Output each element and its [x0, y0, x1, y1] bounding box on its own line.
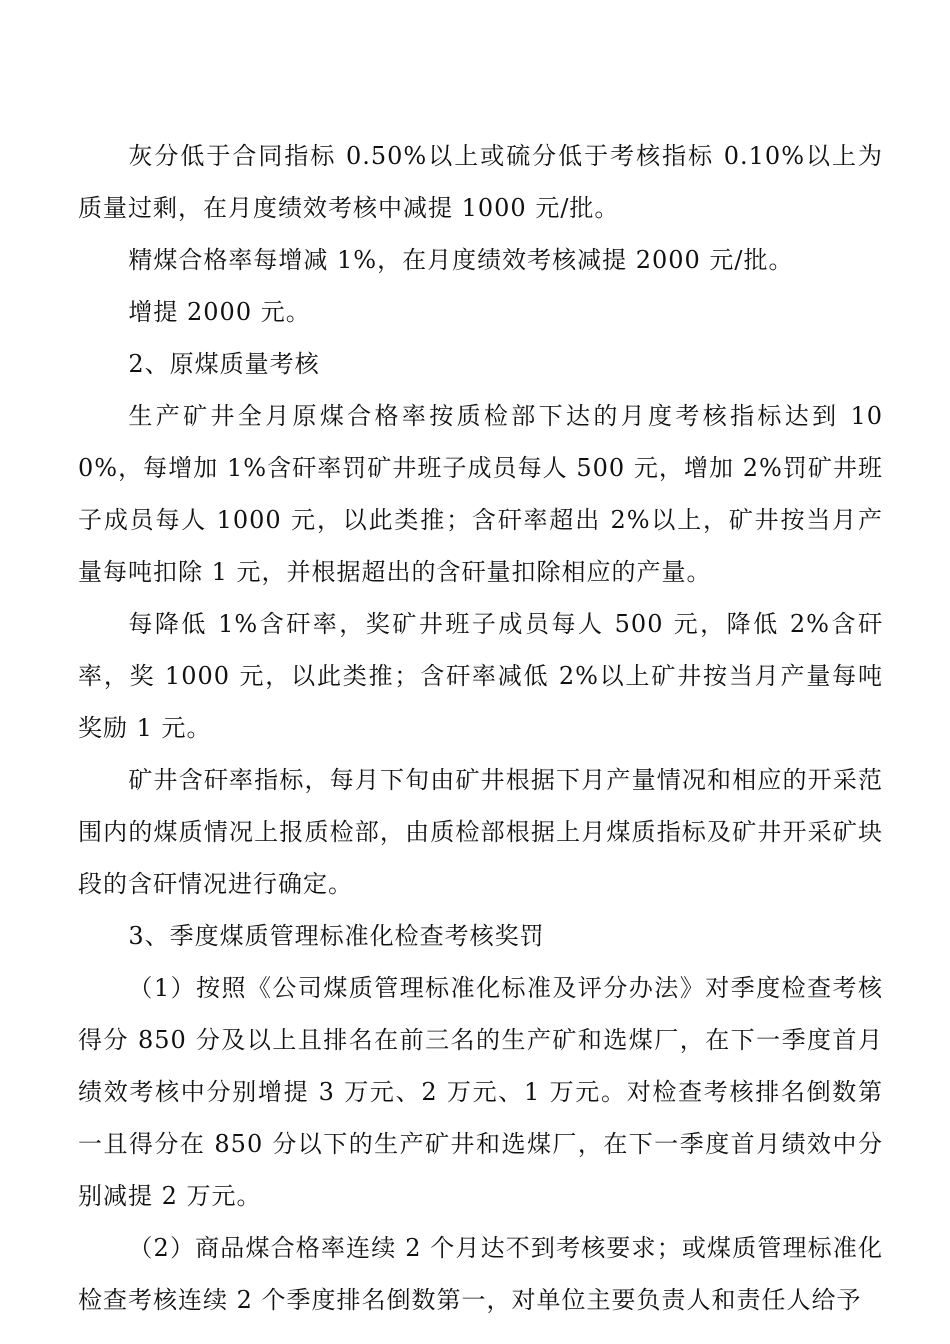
list-item-1: （1）按照《公司煤质管理标准化标准及评分办法》对季度检查考核得分 850 分及以上且排名在前三名的生产矿和选煤厂，在下一季度首月绩效考核中分别增提 3 万元、2 万元、1 万元。对检查考核排名倒数第一且得分在 850 分以下的生产矿井和选煤厂，在下一季度首月绩效中分别减提 2 万元。 — [78, 974, 883, 1210]
paragraph-raw-coal-reward: 每降低 1%含矸率，奖矿井班子成员每人 500 元，降低 2%含矸率，奖 1000 元，以此类推；含矸率减低 2%以上矿井按当月产量每吨奖励 1 元。 — [78, 610, 883, 742]
paragraph-clean-coal-rate: 精煤合格率每增减 1%，在月度绩效考核减提 2000 元/批。 — [128, 246, 794, 274]
document-body — [78, 130, 883, 1326]
paragraph-bonus-increase: 增提 2000 元。 — [128, 298, 311, 326]
paragraph-gangue-indicator: 矿井含矸率指标，每月下旬由矿井根据下月产量情况和相应的开采范围内的煤质情况上报质检部，由质检部根据上月煤质指标及矿井开采矿块段的含矸情况进行确定。 — [78, 766, 883, 898]
section-heading-quarterly: 3、季度煤质管理标准化检查考核奖罚 — [128, 922, 545, 950]
list-item-2: （2）商品煤合格率连续 2 个月达不到考核要求；或煤质管理标准化检查考核连续 2 个季度排名倒数第一，对单位主要负责人和责任人给予 — [78, 1234, 883, 1314]
paragraph-quality-surplus: 灰分低于合同指标 0.50%以上或硫分低于考核指标 0.10%以上为质量过剩，在月度绩效考核中减提 1000 元/批。 — [78, 142, 883, 222]
paragraph-raw-coal-penalty: 生产矿井全月原煤合格率按质检部下达的月度考核指标达到 100%，每增加 1%含矸率罚矿井班子成员每人 500 元，增加 2%罚矿井班子成员每人 1000 元，以此类推；含矸率超出 2%以上，矿井按当月产量每吨扣除 1 元，并根据超出的含矸量扣除相应的产量。 — [78, 402, 883, 586]
section-heading-raw-coal: 2、原煤质量考核 — [128, 350, 320, 378]
